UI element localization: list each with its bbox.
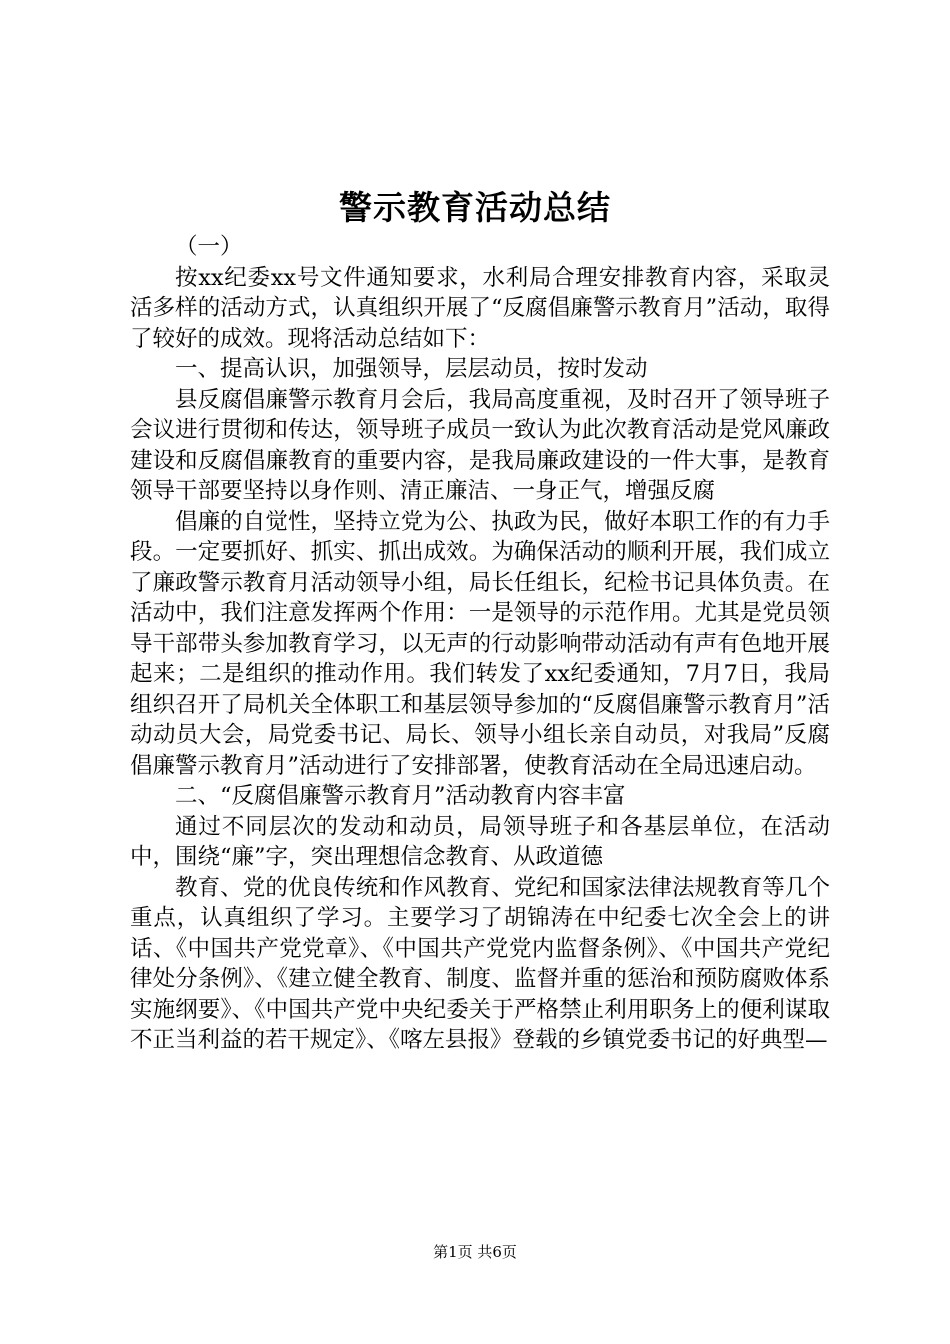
document-title: 警示教育活动总结 <box>339 188 611 227</box>
paragraph-4: 教育、党的优良传统和作风教育、党纪和国家法律法规教育等几个重点，认真组织了学习。主要学习了胡锦涛在中纪委七次全会上的讲话、《中国共产党党章》、《中国共产党党内监督条例》、《中国共产党纪律处分条例》、《建立健全教育、制度、监督并重的惩治和预防腐败体系实施纲要》、《中国共产党中央纪委关于严格禁止利用职务上的便利谋取不正当利益的若干规定》、《喀左县报》登载的乡镇党委书记的好典型— <box>130 874 830 1053</box>
page-footer: 第1页 共6页 <box>433 1243 517 1261</box>
document-body <box>130 232 830 1056</box>
section-heading-2: 二、“反腐倡廉警示教育月”活动教育内容丰富 <box>175 783 626 809</box>
paragraph-2: 倡廉的自觉性，坚持立党为公、执政为民，做好本职工作的有力手段。一定要抓好、抓实、抓出成效。为确保活动的顺利开展，我们成立了廉政警示教育月活动领导小组，局长任组长，纪检书记具体负责。在活动中，我们注意发挥两个作用：一是领导的示范作用。尤其是党员领导干部带头参加教育学习，以无声的行动影响带动活动有声有色地开展起来；二是组织的推动作用。我们转发了xx纪委通知，7月7日，我局组织召开了局机关全体职工和基层领导参加的“反腐倡廉警示教育月”活动动员大会，局党委书记、局长、领导小组长亲自动员，对我局”反腐倡廉警示教育月”活动进行了安排部署，使教育活动在全局迅速启动。 <box>130 508 830 779</box>
paragraph-intro: 按xx纪委xx号文件通知要求，水利局合理安排教育内容，采取灵活多样的活动方式，认真组织开展了“反腐倡廉警示教育月”活动，取得了较好的成效。现将活动总结如下： <box>130 264 830 352</box>
paragraph-1: 县反腐倡廉警示教育月会后，我局高度重视，及时召开了领导班子会议进行贯彻和传达，领导班子成员一致认为此次教育活动是党风廉政建设和反腐倡廉教育的重要内容，是我局廉政建设的一件大事，是教育领导干部要坚持以身作则、清正廉洁、一身正气，增强反腐 <box>130 386 830 504</box>
section-label: （一） <box>175 234 243 260</box>
section-heading-1: 一、提高认识，加强领导，层层动员，按时发动 <box>175 356 648 382</box>
paragraph-3: 通过不同层次的发动和动员，局领导班子和各基层单位，在活动中，围绕“廉”字，突出理想信念教育、从政道德 <box>130 813 830 870</box>
